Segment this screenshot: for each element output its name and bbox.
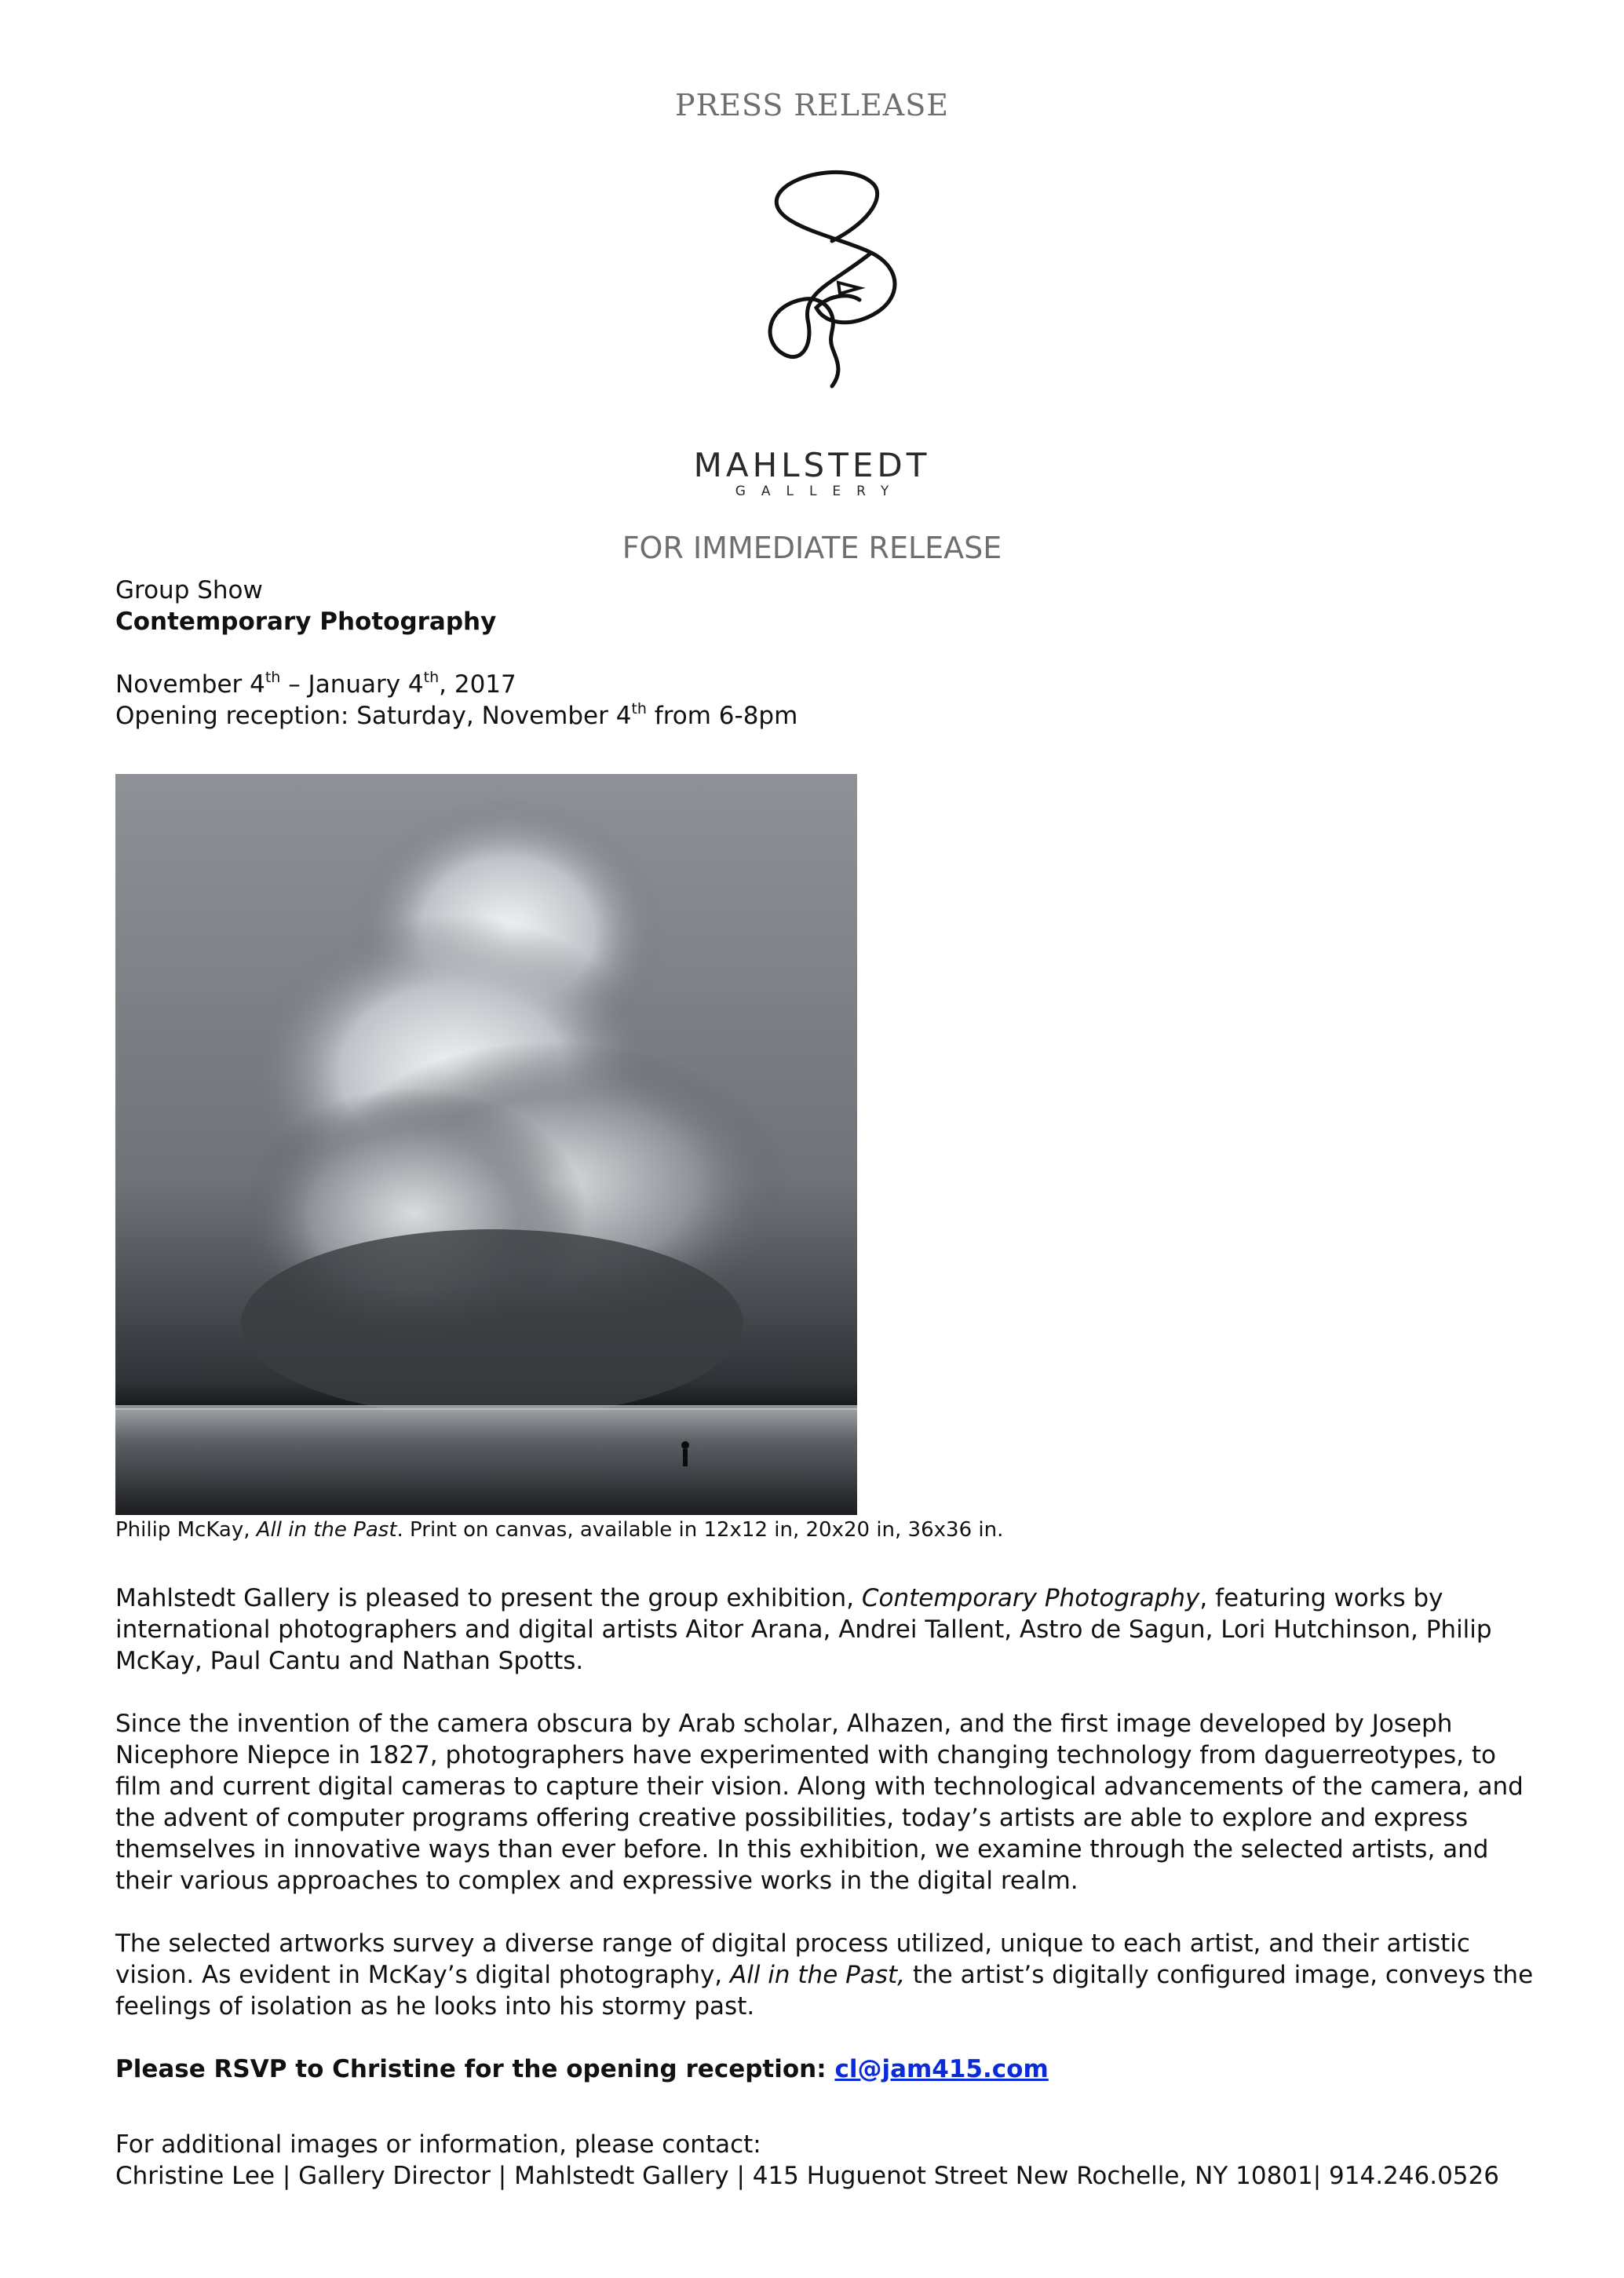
contact-details: Christine Lee | Gallery Director | Mahlstedt Gallery | 415 Huguenot Street New Rochelle, NY 10801| 914.246.0526 — [115, 2162, 1499, 2190]
contact-intro: For additional images or information, please contact: — [115, 2130, 761, 2159]
press-release-heading: PRESS RELEASE — [675, 88, 949, 122]
rsvp-line: Please RSVP to Christine for the opening reception: cl@jam415.com — [115, 2055, 1049, 2083]
show-title: Contemporary Photography — [115, 608, 497, 636]
rsvp-email-link[interactable]: cl@jam415.com — [834, 2055, 1049, 2083]
artworks-paragraph: The selected artworks survey a diverse range of digital process utilized, unique to each artist, and their artistic vision. As evident in McKay’s digital photography, All in the Past, the artist’s digitally configured image, conveys the feelings of isolation as he looks into his stormy past. — [115, 1929, 1534, 2021]
intro-paragraph: Mahlstedt Gallery is pleased to present the group exhibition, Contemporary Photography, featuring works by international photographers and digital artists Aitor Arana, Andrei Tallent, Astro de Sagun, Lori Hutchinson, Philip McKay, Paul Cantu and Nathan Spotts. — [115, 1584, 1492, 1675]
artwork-photo — [115, 774, 857, 1515]
artwork-caption: Philip McKay, All in the Past. Print on canvas, available in 12x12 in, 20x20 in, 36x36 in. — [115, 1518, 1004, 1542]
logo-wordmark: MAHLSTEDT — [693, 446, 931, 484]
history-paragraph: Since the invention of the camera obscura by Arab scholar, Alhazen, and the first image developed by Joseph Nicephore Niepce in 1827, photographers have experimented with changing technology from daguerreotypes, to film and current digital cameras to capture their vision. Along with technological advancements of the camera, and the advent of computer programs offering creative possibilities, today’s artists are able to explore and express themselves in innovative ways than ever before. In this exhibition, we examine through the selected artists, and their various approaches to complex and expressive works in the digital realm. — [115, 1710, 1524, 1895]
gallery-logo-icon — [754, 166, 911, 402]
show-type: Group Show — [115, 576, 263, 604]
opening-reception: Opening reception: Saturday, November 4th from 6-8pm — [115, 699, 798, 730]
logo-subtitle: GALLERY — [735, 484, 905, 499]
exhibition-dates: November 4th – January 4th, 2017 — [115, 668, 516, 699]
for-immediate-release-heading: FOR IMMEDIATE RELEASE — [622, 531, 1002, 565]
